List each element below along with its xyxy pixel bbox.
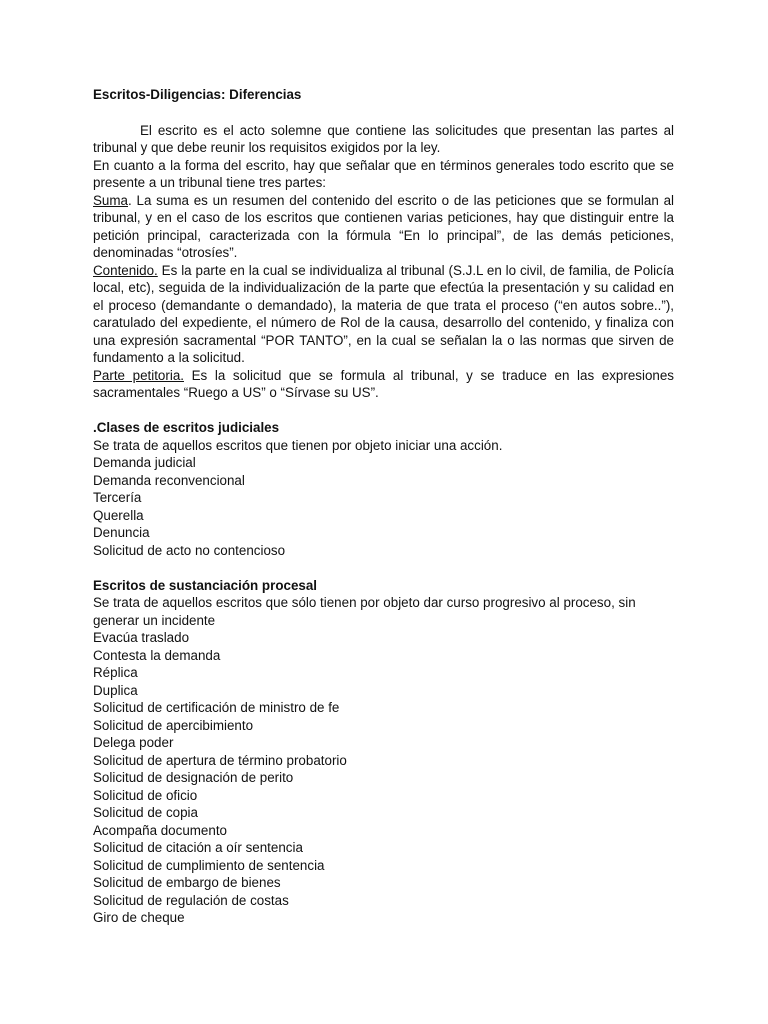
list-item: Demanda reconvencional (93, 472, 245, 488)
list-item: Solicitud de cumplimiento de sentencia (93, 857, 325, 873)
list-item: Denuncia (93, 525, 150, 540)
list-item: Solicitud de certificación de ministro de fe (93, 700, 340, 715)
list-item: Duplica (93, 682, 138, 698)
list-item: Giro de cheque (93, 910, 185, 925)
part-term: Parte petitoria. (93, 367, 184, 383)
list-item: Solicitud de apercibimiento (93, 717, 254, 733)
spacer (93, 402, 674, 420)
list-item: Solicitud de acto no contencioso (93, 542, 286, 558)
part-text: . La suma es un resumen del contenido del escrito o de las peticiones que se formulan al tribunal, y en el caso de los escritos que contienen varias peticiones, hay que distinguir entre la petición principal, caracterizada con la fórmula “En lo principal”, de las demás peticiones, denominadas “otrosíes”. (93, 192, 674, 260)
list-item: Solicitud de apertura de término probatorio (93, 752, 347, 768)
spacer (93, 559, 674, 577)
list-clases (93, 454, 674, 559)
list-item: Demanda judicial (93, 455, 196, 470)
list-item: Solicitud de copia (93, 805, 198, 820)
list-item: Solicitud de citación a oír sentencia (93, 840, 303, 855)
part-contenido (93, 262, 674, 367)
list-item: Tercería (93, 490, 142, 505)
section-description: Se trata de aquellos escritos que sólo tienen por objeto dar curso progresivo al proceso, sin generar un incidente (93, 595, 636, 628)
section-heading-sustanciacion: Escritos de sustanciación procesal (93, 577, 318, 593)
list-item: Solicitud de designación de perito (93, 770, 294, 785)
list-sustanciacion (93, 629, 674, 927)
list-item: Solicitud de oficio (93, 787, 198, 803)
list-item: Contesta la demanda (93, 647, 221, 663)
list-item: Solicitud de regulación de costas (93, 892, 289, 908)
part-term: Contenido. (93, 262, 158, 278)
spacer (93, 104, 674, 122)
part-petitoria (93, 367, 674, 402)
list-item: Acompaña documento (93, 822, 227, 838)
form-paragraph: En cuanto a la forma del escrito, hay que señalar que en términos generales todo escrito que se presente a un tribunal tiene tres partes: (93, 157, 674, 190)
document-title: Escritos-Diligencias: Diferencias (93, 87, 302, 102)
part-term: Suma (93, 192, 128, 208)
section-description: Se trata de aquellos escritos que tienen por objeto iniciar una acción. (93, 437, 503, 453)
document-page (93, 86, 674, 927)
part-suma (93, 192, 674, 262)
list-item: Solicitud de embargo de bienes (93, 875, 281, 890)
section-heading-clases: .Clases de escritos judiciales (93, 420, 280, 435)
part-text: Es la parte en la cual se individualiza al tribunal (S.J.L en lo civil, de familia, de Policía local, etc), seguida de la individualización de la parte que efectúa la presentación y su calidad en el proceso (demandante o demandado), la materia de que trata el proceso (“en autos sobre..”), caratulado del expediente, el número de Rol de la causa, desarrollo del contenido, y finaliza con una expresión sacramental “POR TANTO”, en la cual se señalan la o las normas que sirven de fundamento a la solicitud. (93, 262, 674, 365)
list-item: Réplica (93, 665, 138, 680)
list-item: Querella (93, 507, 144, 523)
part-text: Es la solicitud que se formula al tribunal, y se traduce en las expresiones sacramentales “Ruego a US” o “Sírvase su US”. (93, 367, 674, 400)
list-item: Evacúa traslado (93, 630, 190, 645)
list-item: Delega poder (93, 735, 174, 750)
intro-paragraph: El escrito es el acto solemne que contiene las solicitudes que presentan las partes al tribunal y que debe reunir los requisitos exigidos por la ley. (93, 122, 674, 155)
